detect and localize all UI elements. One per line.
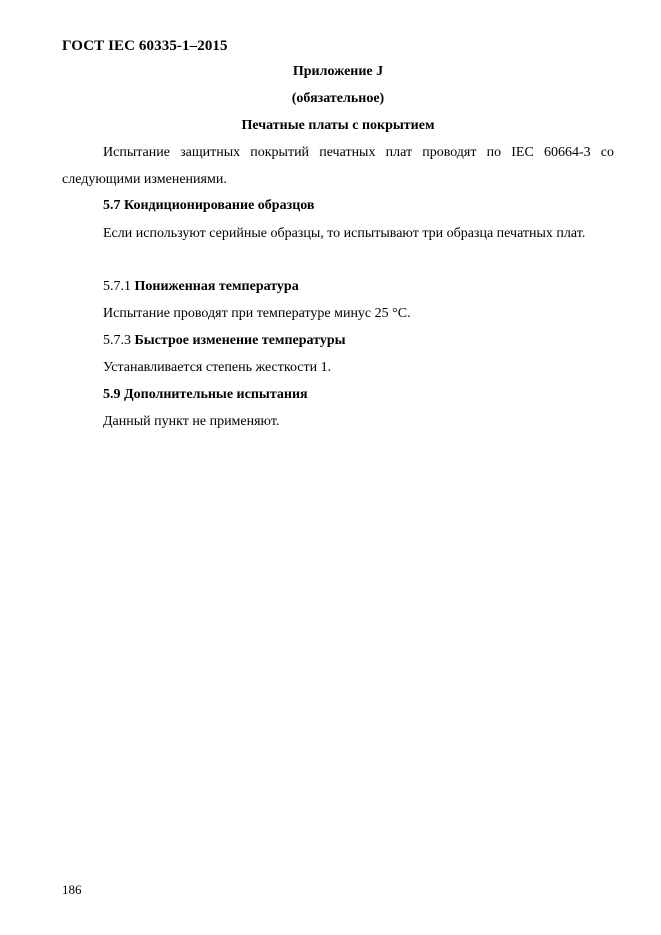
appendix-status: (обязательное) bbox=[291, 91, 385, 106]
section-5-7-3-title: Быстрое изменение температуры bbox=[134, 333, 346, 348]
intro-paragraph: Испытание защитных покрытий печатных плат проводят по IEC 60664-3 со следующими изменениями. bbox=[62, 145, 614, 187]
section-5-7-3-number: 5.7.3 bbox=[103, 333, 131, 348]
appendix-subject: Печатные платы с покрытием bbox=[241, 118, 435, 133]
section-5-7-1-number: 5.7.1 bbox=[103, 279, 131, 294]
section-5-7-3-heading bbox=[103, 333, 346, 349]
page-number: 186 bbox=[62, 882, 82, 897]
section-5-7-1-title: Пониженная температура bbox=[134, 279, 299, 294]
section-5-9-heading: 5.9 Дополнительные испытания bbox=[103, 387, 308, 402]
section-5-7-paragraph: Если используют серийные образцы, то испытывают три образца печатных плат. bbox=[103, 226, 586, 241]
section-5-7-3-paragraph: Устанавливается степень жесткости 1. bbox=[103, 360, 332, 375]
appendix-title: Приложение J bbox=[292, 64, 384, 79]
section-5-7-heading: 5.7 Кондиционирование образцов bbox=[103, 198, 315, 213]
section-5-9-paragraph: Данный пункт не применяют. bbox=[103, 414, 280, 429]
section-5-7-1-paragraph: Испытание проводят при температуре минус 25 °С. bbox=[103, 306, 411, 321]
section-5-7-1-heading bbox=[103, 279, 299, 295]
document-header: ГОСТ IEC 60335-1–2015 bbox=[62, 38, 228, 54]
